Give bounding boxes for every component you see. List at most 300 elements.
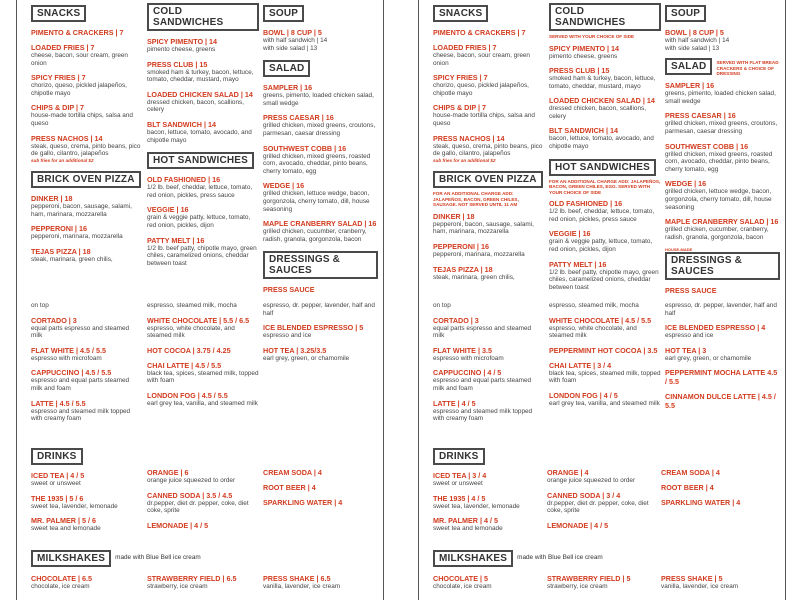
menu-item — [147, 175, 259, 199]
menu-item — [147, 521, 259, 530]
menu-item-description: orange juice squeezed to order — [147, 477, 236, 484]
milkshake-item — [547, 574, 659, 591]
menu-item-description: steak, queso, crema, pinto beans, pico de gallo, cilantro, jalapeños — [31, 142, 141, 158]
menu-fragment-coffee — [17, 300, 383, 434]
menu-item-name: THE 1935 | 4 / 5 — [433, 493, 486, 503]
milkshake-item — [31, 574, 141, 591]
menu-item-name: WEDGE | 16 — [263, 181, 305, 191]
menu-item-description: cheese, bacon, sour cream, green onion — [31, 52, 128, 67]
menu-item-description: pepperoni, bacon, sausage, salami, ham, marinara, mozzarella — [433, 220, 534, 236]
menu-item-description: espresso and steamed milk topped with creamy foam — [433, 407, 533, 423]
section-header-soup: SOUP — [263, 5, 304, 22]
menu-item-name: TEJAS PIZZA | 18 — [31, 247, 91, 257]
menu-item-name: PRESS CAESAR | 16 — [263, 113, 334, 123]
coffee-list-1 — [433, 316, 543, 423]
menu-item — [433, 28, 543, 37]
menu-item-name: VEGGIE | 16 — [549, 229, 591, 239]
menu-item-name: STRAWBERRY FIELD | 5 — [547, 574, 631, 583]
coffee-list-2 — [549, 316, 661, 408]
menu-item-name: LOADED CHICKEN SALAD | 14 — [549, 96, 655, 106]
coffee-list-2 — [147, 316, 259, 408]
menu-item-description: house-made tortilla chips, salsa and queso — [433, 112, 535, 127]
menu-item-description: chocolate, ice cream — [433, 583, 492, 590]
menu-item-name: ORANGE | 4 — [547, 468, 589, 477]
coffee-list-3 — [263, 323, 378, 362]
menu-item — [549, 199, 661, 223]
menu-item-name: MR. PALMER | 5 / 6 — [31, 516, 96, 526]
milkshake-item — [147, 574, 259, 591]
menu-item-description: espresso, white chocolate, and steamed milk — [147, 324, 235, 340]
menu-item-name: HOT TEA | 3.25/3.5 — [263, 345, 327, 355]
menu-item-description: with half sandwich | 14 — [665, 37, 730, 44]
menu-item-name: PATTY MELT | 16 — [147, 235, 205, 245]
menu-item — [665, 368, 780, 386]
menu-item — [433, 316, 543, 340]
menu-item — [665, 346, 780, 363]
menu-item — [661, 498, 776, 507]
menu-item — [147, 361, 259, 385]
menu-item-description: espresso with microfoam — [433, 354, 504, 362]
menu-item — [147, 468, 259, 485]
section-header-drinks: DRINKS — [433, 448, 485, 465]
menu-item-description: black tea, spices, steamed milk, topped with foam — [147, 369, 259, 385]
menu-item-description: bacon, lettuce, tomato, avocado, and chipotle mayo — [147, 128, 252, 144]
menu-item-name: DINKER | 18 — [31, 194, 73, 204]
menu-item-name: CANNED SODA | 3.5 / 4.5 — [147, 490, 233, 500]
menu-item-name: ROOT BEER | 4 — [263, 483, 316, 492]
menu-item — [263, 468, 378, 477]
section-header-salad: SALAD — [665, 58, 712, 75]
continued-text: espresso, steamed milk, mocha — [147, 302, 237, 309]
menu-item-name: WHITE CHOCOLATE | 4.5 / 5.5 — [549, 315, 652, 325]
menu-item-name: CAPPUCCINO | 4.5 / 5.5 — [31, 368, 112, 378]
menu-item-name: FLAT WHITE | 3.5 — [433, 345, 492, 355]
menu-item-description: earl grey tea, vanilla, and steamed milk — [147, 399, 258, 407]
menu-item — [549, 44, 661, 61]
pizza-list — [31, 194, 141, 263]
drinks-list-1 — [31, 471, 141, 533]
menu-item-description: steak, marinara, green chilis, — [433, 273, 515, 281]
section-header-snacks: SNACKS — [433, 5, 488, 22]
section-header-milkshakes: MILKSHAKES — [433, 550, 513, 567]
menu-item — [31, 224, 141, 241]
menu-item-description: chorizo, queso, pickled jalapeños, chipotle mayo — [433, 82, 529, 97]
menu-item-description: grilled chicken, mixed greens, croutons, parmesan, caesar dressing — [263, 122, 376, 137]
menu-item-description: grilled chicken, cucumber, cranberry, radish, granola, gorgonzola, bacon — [263, 228, 367, 243]
menu-item — [549, 229, 661, 253]
menu-item-description: sweet tea, lavender, lemonade — [31, 502, 118, 510]
menu-item-name: PEPPERONI | 16 — [31, 224, 87, 234]
menu-item-name: LEMONADE | 4 / 5 — [147, 520, 209, 530]
continued-text: on top — [433, 302, 451, 309]
menu-item — [31, 43, 141, 67]
menu-item-name: TEJAS PIZZA | 18 — [433, 264, 493, 274]
menu-item-description: vanilla, lavender, ice cream — [263, 583, 341, 590]
drinks-list-2 — [147, 468, 259, 530]
menu-item-name: BLT SANDWICH | 14 — [549, 126, 618, 136]
menu-item — [31, 316, 141, 340]
menu-item-name: BLT SANDWICH | 14 — [147, 119, 216, 129]
menu-item-name: CREAM SODA | 4 — [661, 468, 720, 477]
menu-item — [547, 521, 659, 530]
menu-item-description: 1/2 lb. beef patty, chipotle mayo, green chiles, caramelized onions, cheddar between toast — [549, 268, 659, 291]
snacks-list — [433, 28, 543, 163]
menu-item-description: earl grey, green, or chamomile — [263, 354, 350, 362]
menu-item-name: MAPLE CRANBERRY SALAD | 16 — [665, 217, 779, 227]
menu-item — [549, 316, 661, 340]
section-header-cold-sandwiches: COLD SANDWICHES — [549, 3, 661, 31]
menu-item — [665, 81, 780, 105]
menu-item — [263, 181, 378, 213]
menu-item-description: grilled chicken, mixed greens, croutons, parmesan, caesar dressing — [665, 120, 778, 135]
hot-sandwiches-list — [549, 199, 661, 291]
menu-item-name: CHIPS & DIP | 7 — [433, 103, 487, 113]
menu-item-name: PRESS NACHOS | 14 — [433, 133, 505, 143]
menu-item-description: with side salad | 13 — [263, 44, 318, 52]
menu-item-name: PRESS CLUB | 15 — [549, 66, 610, 76]
menu-item-description: strawberry, ice cream — [547, 583, 608, 590]
menu-item — [433, 103, 543, 127]
menu-item — [665, 392, 780, 410]
menu-item-name: PIMENTO & CRACKERS | 7 — [433, 28, 526, 37]
hot-sandwiches-list — [147, 175, 259, 267]
menu-item-description: espresso and ice — [665, 332, 714, 340]
section-header-dressings: DRESSINGS & SAUCES — [665, 252, 780, 280]
menu-item — [31, 399, 141, 423]
menu-fragment-drinks — [419, 434, 785, 600]
menu-item-name: LONDON FOG | 4 / 5 — [549, 390, 618, 400]
menu-item-description: equal parts espresso and steamed milk — [433, 324, 532, 340]
menu-item-description: 1/2 lb. beef, cheddar, lettuce, tomato, red onion, pickles, press sauce — [549, 208, 655, 223]
menu-item — [549, 346, 661, 355]
menu-item-name: CAPPUCCINO | 4 / 5 — [433, 368, 502, 378]
menu-item — [547, 468, 659, 485]
menu-item — [433, 346, 543, 363]
menu-item-description: dr.pepper, diet dr. pepper, coke, diet coke, sprite — [547, 499, 649, 515]
menu-item-name: SPICY PIMENTO | 14 — [147, 37, 218, 46]
section-header-milkshakes: MILKSHAKES — [31, 550, 111, 567]
menu-item — [147, 391, 259, 408]
menu-item-name: LOADED CHICKEN SALAD | 14 — [147, 89, 253, 99]
menu-item-name: LEMONADE | 4 / 5 — [547, 520, 609, 530]
menu-item-description: 1/2 lb. beef patty, chipotle mayo, green chiles, caramelized onions, cheddar between toast — [147, 244, 257, 267]
menu-item-description: grilled chicken, mixed greens, roasted corn, avocado, cheddar, pinto beans, cherry tomato, egg — [263, 152, 371, 175]
soup-list — [665, 28, 780, 52]
dressings-tag: HOUSE-MADE — [665, 247, 693, 253]
soup-list — [263, 28, 378, 52]
menu-item-name: ORANGE | 6 — [147, 468, 189, 477]
menu-item — [263, 219, 378, 243]
menu-item-name: LOADED FRIES | 7 — [433, 43, 497, 52]
continued-text: espresso, dr. pepper, lavender, half and half — [263, 302, 375, 317]
menu-item-description: 1/2 lb. beef, cheddar, lettuce, tomato, red onion, pickles, press sauce — [147, 184, 253, 199]
menu-item-description: bacon, lettuce, tomato, avocado, and chipotle mayo — [549, 135, 654, 151]
menu-item-description: pepperoni, marinara, mozzarella — [433, 250, 525, 258]
menu-item-name: ROOT BEER | 4 — [661, 483, 714, 492]
menu-item — [31, 346, 141, 363]
menu-item — [433, 516, 543, 533]
menu-item — [547, 491, 659, 515]
menu-item-note: sub fries for an additional $2 — [31, 157, 94, 163]
menu-item — [31, 134, 141, 164]
menu-page-right — [418, 0, 786, 600]
menu-fragment-drinks — [17, 434, 383, 600]
menu-item — [433, 242, 543, 259]
menu-item — [433, 265, 543, 282]
menu-item-name: ICE BLENDED ESPRESSO | 4 — [665, 323, 766, 333]
menu-item — [661, 468, 776, 477]
menu-item — [31, 247, 141, 264]
menu-item-name: LOADED FRIES | 7 — [31, 43, 95, 52]
menu-item — [31, 471, 141, 488]
menu-item-description: steak, marinara, green chilis, — [31, 256, 113, 264]
menu-item-name: SAMPLER | 16 — [263, 83, 313, 93]
menu-item-description: espresso and equal parts steamed milk and foam — [31, 377, 130, 392]
menu-item-description: espresso and steamed milk topped with creamy foam — [31, 407, 131, 423]
menu-item-description: cheese, bacon, sour cream, green onion — [433, 52, 530, 67]
menu-item-description: house-made tortilla chips, salsa and queso — [31, 112, 133, 127]
milkshake-item — [661, 574, 776, 591]
milkshake-item — [263, 574, 378, 591]
milkshake-item — [433, 574, 543, 591]
salad-list — [263, 83, 378, 243]
menu-item — [549, 361, 661, 385]
menu-item — [147, 90, 259, 114]
menu-item — [263, 144, 378, 176]
menu-item-description: orange juice squeezed to order — [547, 477, 636, 484]
menu-item-description: sweet tea and lemonade — [433, 525, 503, 533]
continued-text: espresso, steamed milk, mocha — [549, 302, 639, 309]
dressing-first-item: PRESS SAUCE — [263, 285, 315, 295]
menu-item — [665, 142, 780, 174]
menu-item — [549, 391, 661, 408]
menu-item-description: grilled chicken, lettuce wedge, bacon, gorgonzola, cherry tomato, dill, house seasoning — [263, 190, 370, 213]
menu-item-description: earl grey, green, or chamomile — [665, 354, 752, 362]
menu-item-name: LATTE | 4.5 / 5.5 — [31, 398, 86, 408]
menu-item-name: SPICY FRIES | 7 — [433, 73, 488, 83]
section-header-snacks: SNACKS — [31, 5, 86, 22]
menu-item — [549, 96, 661, 120]
menu-item — [147, 60, 259, 84]
menu-item — [263, 346, 378, 363]
menu-item — [147, 120, 259, 144]
menu-item-name: STRAWBERRY FIELD | 6.5 — [147, 574, 237, 583]
drinks-list-2 — [547, 468, 659, 530]
menu-item — [31, 103, 141, 127]
cold-note: SERVED WITH YOUR CHOICE OF SIDE — [549, 34, 635, 39]
drinks-list-1 — [433, 471, 543, 533]
salad-note: SERVED WITH FLAT BREAD CRACKERS & CHOICE OF DRESSING — [716, 60, 779, 77]
menu-item-name: PRESS NACHOS | 14 — [31, 133, 103, 143]
menu-item-name: CORTADO | 3 — [31, 315, 77, 325]
drinks-list-3 — [661, 468, 776, 507]
menu-item — [263, 113, 378, 137]
menu-item-name: BOWL | 8 CUP | 5 — [665, 28, 724, 37]
menu-item-name: CORTADO | 3 — [433, 315, 479, 325]
menu-item-description: chorizo, queso, pickled jalapeños, chipotle mayo — [31, 82, 127, 97]
menu-item — [263, 323, 378, 340]
menu-item-description: pimento cheese, greens — [147, 46, 216, 53]
menu-item — [433, 399, 543, 423]
menu-item-name: PIMENTO & CRACKERS | 7 — [31, 28, 124, 37]
menu-item-description: espresso and ice — [263, 332, 312, 340]
menu-item-name: SPARKLING WATER | 4 — [263, 498, 343, 507]
menu-item-name: PEPPERMINT HOT COCOA | 3.5 — [549, 345, 658, 355]
menu-item-description: smoked ham & turkey, bacon, lettuce, tomato, cheddar, mustard, mayo — [147, 68, 254, 84]
menu-item-name: SPICY PIMENTO | 14 — [549, 43, 620, 53]
menu-item-name: PEPPERONI | 16 — [433, 241, 489, 251]
pizza-note: FOR AN ADDITIONAL CHARGE ADD: JALAPEÑOS, BACON, GREEN CHILES, SAUSAGE. NOT SERVED UNTIL 11 AM — [433, 191, 519, 208]
menu-item-name: PRESS CLUB | 15 — [147, 59, 208, 69]
menu-item-description: steak, queso, crema, pinto beans, pico de gallo, cilantro, jalapeños — [433, 142, 543, 158]
menu-item-description: dressed chicken, bacon, scallions, celery — [549, 105, 646, 120]
menu-item-name: MAPLE CRANBERRY SALAD | 16 — [263, 219, 377, 229]
section-header-pizza: BRICK OVEN PIZZA — [433, 171, 543, 188]
menu-item-name: LATTE | 4 / 5 — [433, 398, 476, 408]
menu-item — [263, 483, 378, 492]
menu-item-name: BOWL | 8 CUP | 5 — [263, 28, 322, 37]
menu-item-name: LONDON FOG | 4.5 / 5.5 — [147, 390, 228, 400]
menu-item — [665, 323, 780, 340]
menu-item — [665, 179, 780, 211]
menu-item — [433, 134, 543, 164]
menu-item-description: espresso with microfoam — [31, 354, 102, 362]
menu-item-description: equal parts espresso and steamed milk — [31, 324, 130, 340]
menu-item-name: CREAM SODA | 4 — [263, 468, 322, 477]
menu-item-description: strawberry, ice cream — [147, 583, 208, 590]
menu-item-name: OLD FASHIONED | 16 — [147, 175, 221, 185]
menu-item-name: ICED TEA | 3 / 4 — [433, 471, 487, 480]
menu-item-description: greens, pimento, loaded chicken salad, small wedge — [665, 90, 776, 105]
cold-sandwiches-list — [549, 44, 661, 151]
menu-item-name: HOT COCOA | 3.75 / 4.25 — [147, 345, 231, 355]
menu-item-name: HOT TEA | 3 — [665, 345, 707, 355]
menu-item-description: pepperoni, marinara, mozzarella — [31, 233, 123, 241]
section-header-cold-sandwiches: COLD SANDWICHES — [147, 3, 259, 31]
menu-item-description: sweet or unsweet — [433, 480, 483, 487]
menu-item-description: espresso and equal parts steamed milk and foam — [433, 377, 532, 392]
section-header-soup: SOUP — [665, 5, 706, 22]
menu-item-name: SPICY FRIES | 7 — [31, 73, 86, 83]
menu-item-name: SAMPLER | 16 — [665, 81, 715, 91]
pizza-list — [433, 212, 543, 281]
section-header-salad: SALAD — [263, 60, 310, 77]
continued-text: espresso, dr. pepper, lavender, half and half — [665, 302, 777, 317]
menu-item — [147, 37, 259, 54]
menu-item-description: grilled chicken, lettuce wedge, bacon, gorgonzola, cherry tomato, dill, house seasoning — [665, 188, 772, 211]
menu-item-name: SOUTHWEST COBB | 16 — [263, 143, 347, 153]
menu-item — [31, 516, 141, 533]
section-header-hot-sandwiches: HOT SANDWICHES — [147, 152, 254, 169]
menu-item-description: grilled chicken, cucumber, cranberry, radish, granola, gorgonzola, bacon — [665, 226, 769, 241]
menu-item-description: with side salad | 13 — [665, 44, 720, 52]
coffee-list-3 — [665, 323, 780, 410]
menu-item-description: vanilla, lavender, ice cream — [661, 583, 739, 590]
salad-list — [665, 81, 780, 241]
section-header-dressings: DRESSINGS & SAUCES — [263, 251, 378, 279]
menu-item — [147, 346, 259, 355]
menu-item — [263, 498, 378, 507]
menu-item — [661, 483, 776, 492]
menu-item — [549, 126, 661, 150]
menu-item — [147, 491, 259, 515]
menu-item — [433, 494, 543, 511]
menu-item — [147, 316, 259, 340]
menu-item — [147, 236, 259, 268]
menu-fragment-top — [17, 0, 383, 300]
menu-item — [665, 217, 780, 241]
continued-text: on top — [31, 302, 49, 309]
menu-item-description: espresso, white chocolate, and steamed milk — [549, 324, 637, 340]
menu-item-name: VEGGIE | 16 — [147, 205, 189, 215]
menu-item-name: PRESS SHAKE | 6.5 — [263, 574, 331, 583]
menu-item-name: CHAI LATTE | 3 / 4 — [549, 360, 612, 370]
menu-item — [31, 368, 141, 392]
menu-item-name: CHOCOLATE | 5 — [433, 574, 488, 583]
milkshakes-note: made with Blue Bell ice cream — [517, 554, 603, 561]
menu-item-name: CHIPS & DIP | 7 — [31, 103, 85, 113]
menu-fragment-coffee — [419, 300, 785, 434]
menu-item — [31, 28, 141, 37]
menu-item — [433, 43, 543, 67]
menu-item-name: DINKER | 18 — [433, 211, 475, 221]
menu-item — [433, 212, 543, 236]
menu-item-description: smoked ham & turkey, bacon, lettuce, tomato, cheddar, mustard, mayo — [549, 75, 656, 90]
menu-item-description: dr.pepper, diet dr. pepper, coke, diet coke, sprite — [147, 499, 249, 515]
menu-item — [433, 471, 543, 488]
snacks-list — [31, 28, 141, 163]
menu-item-name: CHAI LATTE | 4.5 / 5.5 — [147, 360, 222, 370]
menu-item-description: with half sandwich | 14 — [263, 37, 328, 44]
milkshakes-note: made with Blue Bell ice cream — [115, 554, 201, 561]
menu-item-description: pimento cheese, greens — [549, 52, 618, 60]
menu-item-description: black tea, spices, steamed milk, topped with foam — [549, 369, 661, 385]
menu-item — [31, 73, 141, 97]
menu-item-description: sweet tea, lavender, lemonade — [433, 502, 520, 510]
menu-item-name: CHOCOLATE | 6.5 — [31, 574, 92, 583]
menu-item — [433, 368, 543, 392]
drinks-list-3 — [263, 468, 378, 507]
menu-item-name: ICED TEA | 4 / 5 — [31, 471, 85, 480]
menu-item-description: grilled chicken, mixed greens, roasted corn, avocado, cheddar, pinto beans, cherry tomato, egg — [665, 150, 773, 173]
menu-item-name: THE 1935 | 5 / 6 — [31, 493, 84, 503]
hot-note: FOR AN ADDITIONAL CHARGE ADD: JALAPEÑOS, BACON, GREEN CHILES, EGG. SERVED WITH YOUR CHOICE OF SIDE — [549, 178, 661, 195]
menu-item-description: greens, pimento, loaded chicken salad, small wedge — [263, 92, 374, 107]
menu-item — [549, 66, 661, 90]
coffee-list-1 — [31, 316, 141, 423]
menu-item — [263, 83, 378, 107]
menu-item-description: dressed chicken, bacon, scallions, celery — [147, 98, 244, 114]
menu-item — [665, 28, 780, 52]
section-header-drinks: DRINKS — [31, 448, 83, 465]
menu-item-name: FLAT WHITE | 4.5 / 5.5 — [31, 345, 106, 355]
menu-item — [147, 205, 259, 229]
menu-item-name: PRESS CAESAR | 16 — [665, 111, 736, 121]
menu-item — [31, 494, 141, 511]
menu-item — [31, 194, 141, 218]
menu-item-name: PRESS SHAKE | 5 — [661, 574, 723, 583]
menu-item-name: PATTY MELT | 16 — [549, 259, 607, 269]
menu-item-note: sub fries for an additional $2 — [433, 157, 496, 163]
section-header-pizza: BRICK OVEN PIZZA — [31, 171, 141, 188]
menu-item — [263, 28, 378, 52]
menu-item-name: WEDGE | 16 — [665, 179, 707, 189]
cold-sandwiches-list — [147, 37, 259, 144]
menu-item — [665, 111, 780, 135]
menu-item-name: CINNAMON DULCE LATTE | 4.5 / 5.5 — [665, 392, 776, 411]
menu-item-name: MR. PALMER | 4 / 5 — [433, 516, 498, 526]
menu-item-description: grain & veggie patty, lettuce, tomato, red onion, pickles, dijon — [147, 214, 251, 229]
